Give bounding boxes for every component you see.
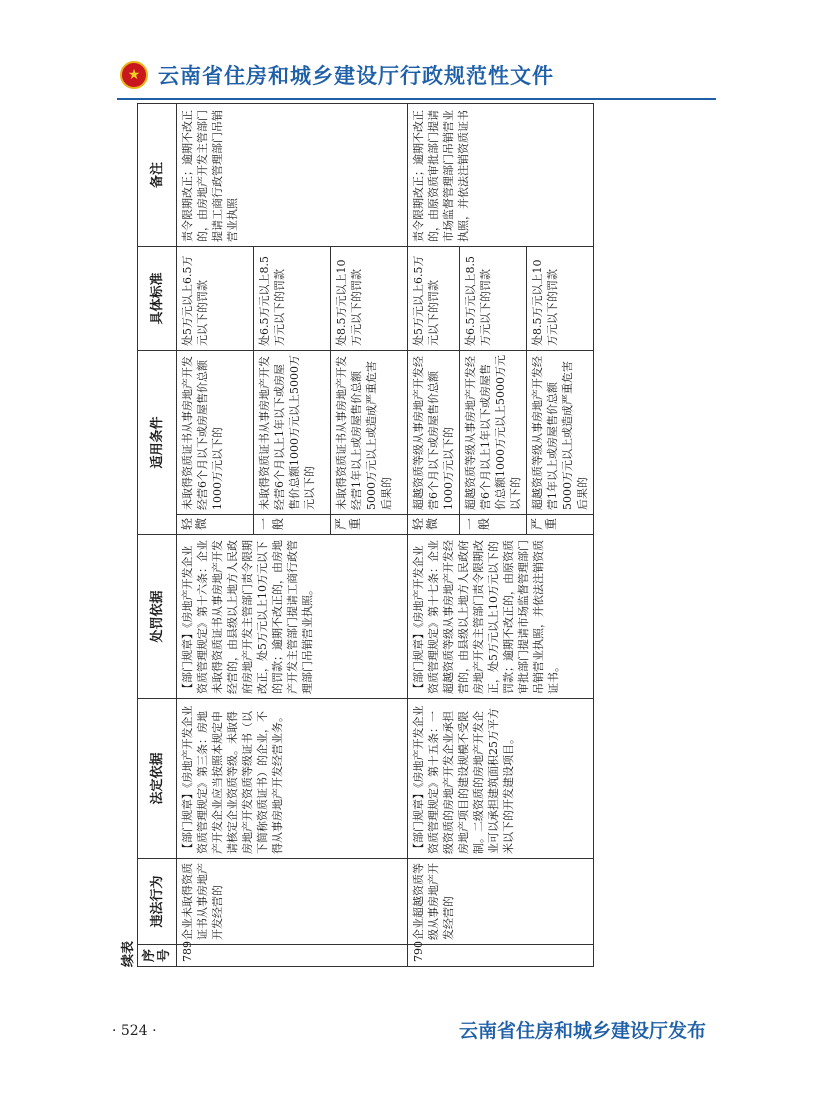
standard-cell: 处5万元以上6.5万元以下的罚款 — [177, 246, 254, 350]
standard-cell: 处6.5万元以上8.5万元以下的罚款 — [460, 246, 527, 350]
page-header — [120, 55, 554, 95]
condition-cell: 未取得资质证书从事房地产开发经营6个月以下或房屋售价总额1000万元以下的 — [177, 350, 254, 514]
standard-cell: 处6.5万元以上8.5万元以下的罚款 — [254, 246, 331, 350]
column-header-condition: 适用条件 — [138, 350, 177, 534]
column-header-violation: 违法行为 — [138, 859, 177, 945]
penalty-basis-cell: 【部门规章】《房地产开发企业资质管理规定》第十六条：企业未取得资质证书从事房地产开发经营的，由县级以上地方人民政府房地产开发主管部门责令限期改正，处5万元以上10万元以下的罚款；逾期不改正的，由房地产开发主管部门提请工商行政管理部门吊销营业执照。 — [177, 535, 408, 699]
publisher-label: 云南省住房和城乡建设厅发布 — [458, 1020, 706, 1042]
table-header-row — [138, 104, 177, 967]
table-row — [177, 104, 254, 967]
condition-cell: 超越资质等级从事房地产开发经营1年以上或房屋售价总额5000万元以上或造成严重危害后果的 — [527, 350, 594, 514]
legal-basis-cell: 【部门规章】《房地产开发企业资质管理规定》第三条：房地产开发企业应当按照本规定申请核定企业资质等级。未取得房地产开发资质等级证书（以下简称资质证书）的企业，不得从事房地产开发经营业务。 — [177, 699, 408, 859]
standard-cell: 处5万元以上6.5万元以下的罚款 — [408, 246, 460, 350]
column-header-legal-basis: 法定依据 — [138, 699, 177, 859]
condition-cell: 超越资质等级从事房地产开发经营6个月以上1年以下或房屋售价总额1000万元以上5000万元以下的 — [460, 350, 527, 514]
table-area — [117, 103, 654, 967]
condition-cell: 未取得资质证书从事房地产开发经营6个月以上1年以下或房屋售价总额1000万元以上5000万元以下的 — [254, 350, 331, 514]
violation-cell: 企业未取得资质证书从事房地产开发经营的 — [177, 859, 408, 945]
standard-cell: 处8.5万元以上10万元以下的罚款 — [527, 246, 594, 350]
penalty-basis-cell: 【部门规章】《房地产开发企业资质管理规定》第十七条：企业超越资质等级从事房地产开发经营的，由县级以上地方人民政府房地产开发主管部门责令限期改正，处5万元以上10万元以下的罚款；逾期不改正的，由原资质审批部门提请市场监督管理部门吊销营业执照，并依法注销资质证书。 — [408, 535, 594, 699]
condition-cell: 未取得资质证书从事房地产开发经营1年以上或房屋售价总额5000万元以上或造成严重危害后果的 — [331, 350, 408, 514]
standard-cell: 处8.5万元以上10万元以下的罚款 — [331, 246, 408, 350]
penalty-standards-table — [137, 103, 594, 967]
page-number: · 524 · — [112, 1023, 157, 1039]
severity-level: 一般 — [460, 515, 527, 535]
column-header-standard: 具体标准 — [138, 246, 177, 350]
column-header-penalty-basis: 处罚依据 — [138, 535, 177, 699]
severity-level: 一般 — [254, 515, 331, 535]
condition-cell: 超越资质等级从事房地产开发经营6个月以下或房屋售价总额1000万元以下的 — [408, 350, 460, 514]
continued-label: 续表 — [121, 940, 136, 967]
document-series-title: 云南省住房和城乡建设厅行政规范性文件 — [158, 64, 554, 88]
header-divider — [117, 98, 716, 100]
column-header-note: 备注 — [138, 104, 177, 247]
severity-level: 轻微 — [408, 515, 460, 535]
severity-level: 严重 — [331, 515, 408, 535]
legal-basis-cell: 【部门规章】《房地产开发企业资质管理规定》第十五条：一级资质的房地产开发企业承担房地产项目的建设规模不受限制。二级资质的房地产开发企业可以承担建筑面积25万平方米以下的开发建设项目。 — [408, 699, 594, 859]
severity-level: 严重 — [527, 515, 594, 535]
row-index: 789 — [177, 945, 408, 967]
table-row — [408, 104, 460, 967]
national-emblem-icon — [120, 61, 148, 89]
severity-level: 轻微 — [177, 515, 254, 535]
column-header-index: 序号 — [138, 945, 177, 967]
note-cell: 责令限期改正；逾期不改正的，由原资质审批部门提请市场监督管理部门吊销营业执照，并依法注销资质证书 — [408, 104, 594, 247]
violation-cell: 企业超越资质等级从事房地产开发经营的 — [408, 859, 594, 945]
rotated-table-container — [117, 103, 654, 967]
note-cell: 责令限期改正；逾期不改正的，由房地产开发主管部门提请工商行政管理部门吊销营业执照 — [177, 104, 408, 247]
row-index: 790 — [408, 945, 594, 967]
